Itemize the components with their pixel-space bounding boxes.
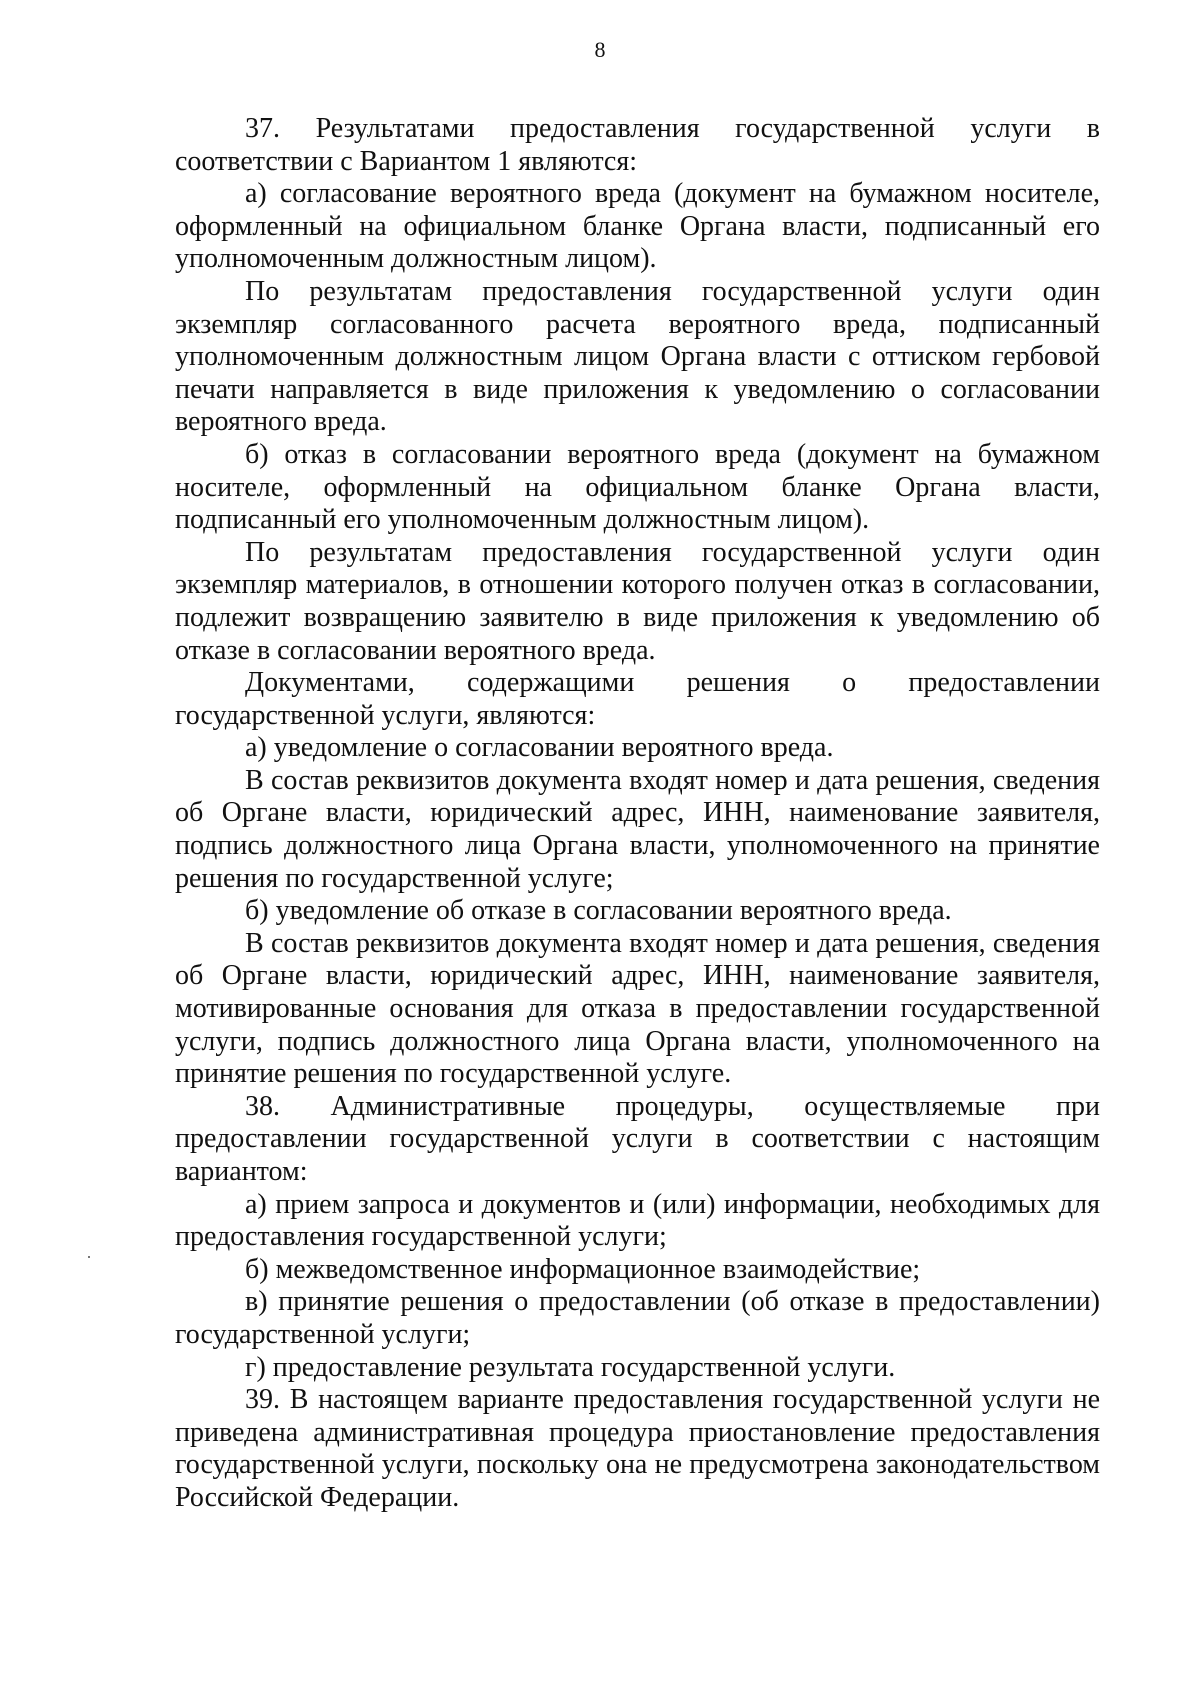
paragraph-refusal-copy: По результатам предоставления государственной услуги один экземпляр материалов, в отношении которого получен отказ в согласовании, подлежит возвращению заявителю в виде приложения к уведомлению об отказе в согласовании вероятного вреда.	[175, 536, 1100, 666]
paragraph-refusal-notice: б) уведомление об отказе в согласовании вероятного вреда.	[245, 895, 952, 927]
document-body	[175, 113, 1100, 1515]
paragraph-refusal-requisites: В состав реквизитов документа входят номер и дата решения, сведения об Органе власти, юридический адрес, ИНН, наименование заявителя, мотивированные основания для отказа в предоставлении государственной услуги, подпись должностного лица Органа власти, уполномоченного на принятие решения по государственной услуге.	[175, 927, 1100, 1090]
scan-artifact-dot	[88, 1256, 90, 1258]
paragraph-result-approval: а) согласование вероятного вреда (документ на бумажном носителе, оформленный на официальном бланке Органа власти, подписанный его уполномоченным должностным лицом).	[175, 178, 1100, 275]
paragraph-procedure-g: г) предоставление результата государственной услуги.	[245, 1351, 896, 1383]
paragraph-procedure-b: б) межведомственное информационное взаимодействие;	[245, 1253, 921, 1285]
paragraph-approval-requisites: В состав реквизитов документа входят номер и дата решения, сведения об Органе власти, юридический адрес, ИНН, наименование заявителя, подпись должностного лица Органа власти, уполномоченного на принятие решения по государственной услуге;	[175, 764, 1100, 894]
paragraph-result-refusal: б) отказ в согласовании вероятного вреда (документ на бумажном носителе, оформленный на официальном бланке Органа власти, подписанный его уполномоченным должностным лицом).	[175, 438, 1100, 536]
paragraph-38: 38. Административные процедуры, осуществляемые при предоставлении государственной услуги в соответствии с настоящим вариантом:	[175, 1090, 1100, 1187]
paragraph-37: 37. Результатами предоставления государственной услуги в соответствии с Вариантом 1 являются:	[175, 113, 1100, 177]
paragraph-procedure-v: в) принятие решения о предоставлении (об отказе в предоставлении) государственной услуги;	[175, 1286, 1100, 1350]
paragraph-approval-copy: По результатам предоставления государственной услуги один экземпляр согласованного расчета вероятного вреда, подписанный уполномоченным должностным лицом Органа власти с оттиском гербовой печати направляется в виде приложения к уведомлению о согласовании вероятного вреда.	[175, 275, 1100, 438]
paragraph-procedure-a: а) прием запроса и документов и (или) информации, необходимых для предоставления государственной услуги;	[175, 1188, 1100, 1253]
paragraph-approval-notice: а) уведомление о согласовании вероятного вреда.	[245, 732, 834, 764]
paragraph-decision-documents: Документами, содержащими решения о предоставлении государственной услуги, являются:	[175, 667, 1100, 731]
paragraph-39: 39. В настоящем варианте предоставления государственной услуги не приведена административная процедура приостановление предоставления государственной услуги, поскольку она не предусмотрена законодательством Российской Федерации.	[175, 1384, 1100, 1513]
page-number: 8	[594, 37, 606, 62]
